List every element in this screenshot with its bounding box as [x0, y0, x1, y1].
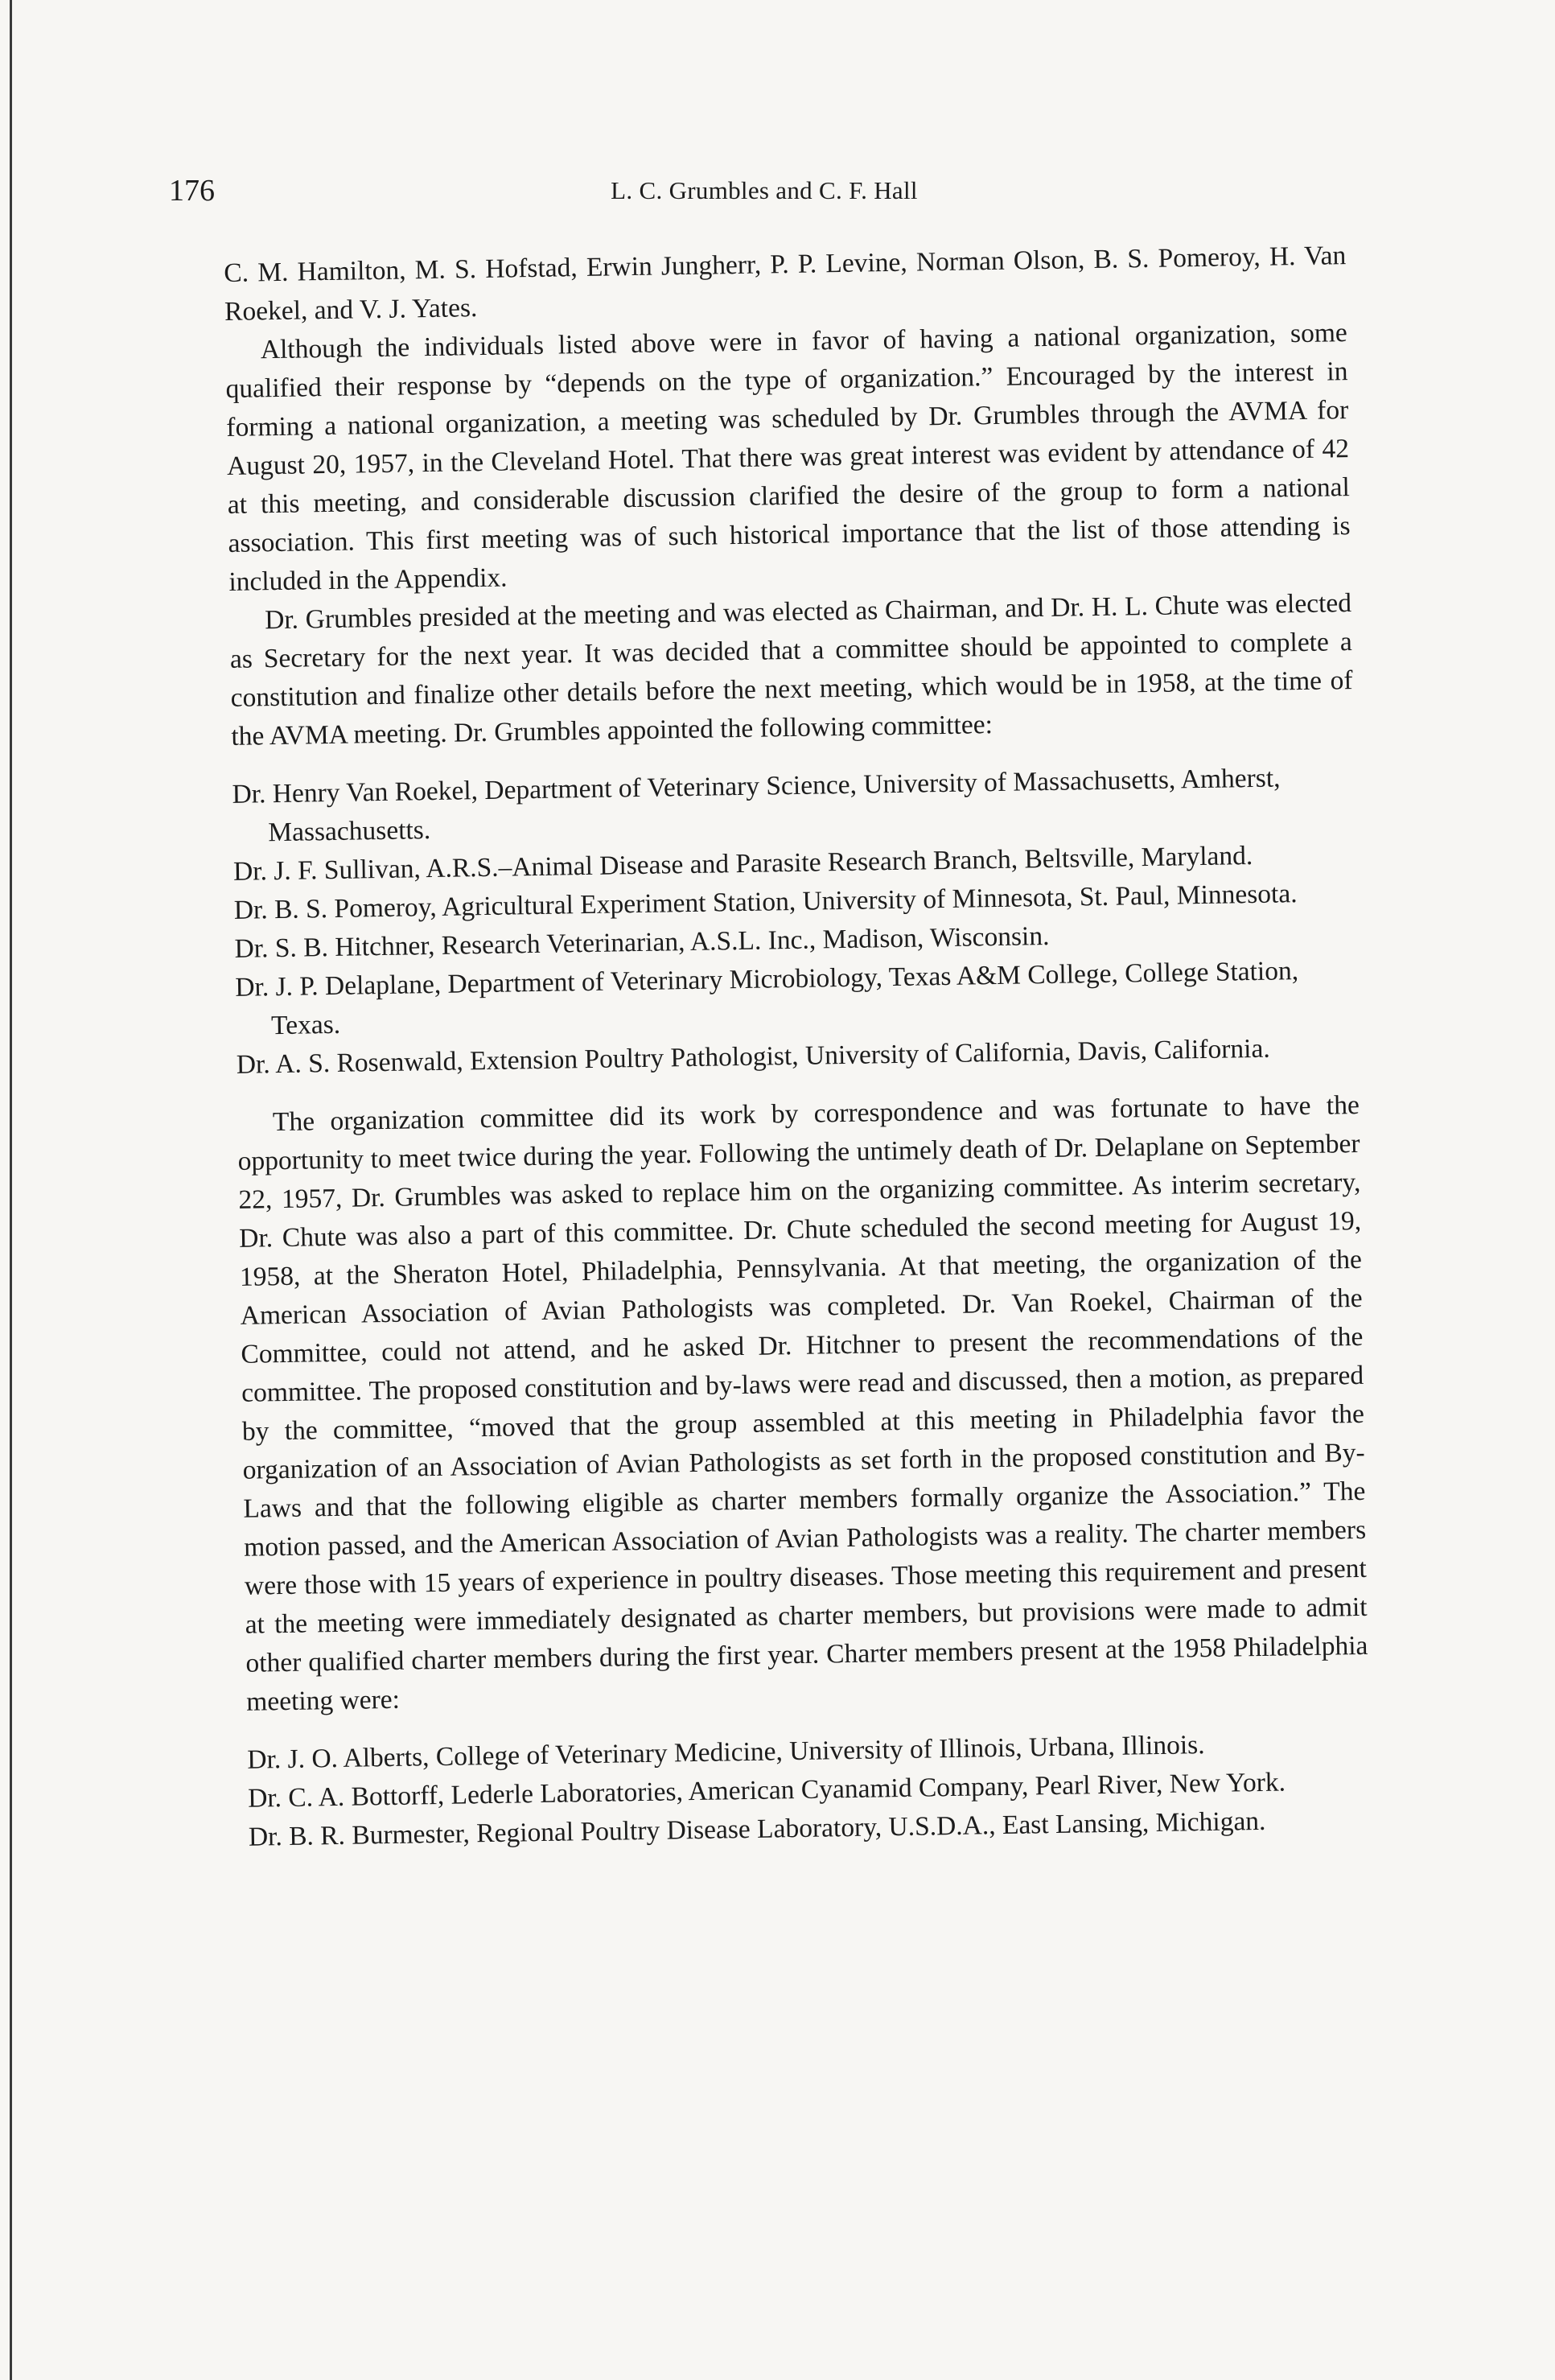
committee-member: Dr. B. S. Pomeroy, Agricultural Experiment Station, University of Minnesota, St. Paul, Minnesota. — [233, 879, 1298, 925]
committee-list — [232, 758, 1359, 1085]
running-head: L. C. Grumbles and C. F. Hall — [611, 176, 918, 204]
paragraph-continued-names: C. M. Hamilton, M. S. Hofstad, Erwin Jungherr, P. P. Levine, Norman Olson, B. S. Pomeroy, H. Van Roekel, and V. J. Yates. — [224, 241, 1347, 327]
page-number: 176 — [169, 174, 215, 208]
page-header — [169, 171, 1360, 211]
paragraph-national-organization: Although the individuals listed above were in favor of having a national organization, some qualified their response by “depends on the type of organization.” Encouraged by the interest in forming a national organization, a meeting was scheduled by Dr. Grumbles through the AVMA for August 20, 1957, in the Cleveland Hotel. That there was great interest was evident by attendance of 42 at this meeting, and considerable discussion clarified the desire of the group to form a national association. This first meeting was of such historical importance that the list of those attending is included in the Appendix. — [225, 318, 1351, 597]
committee-member: Dr. S. B. Hitchner, Research Veterinarian, A.S.L. Inc., Madison, Wisconsin. — [234, 920, 1050, 964]
paragraph-organization-committee: The organization committee did its work by correspondence and was fortunate to have the opportunity to meet twice during the year. Following the untimely death of Dr. Delaplane on September 22, 1957, Dr. Grumbles was asked to replace him on the organizing committee. As interim secretary, Dr. Chute was also a part of this committee. Dr. Chute scheduled the second meeting for August 19, 1958, at the Sheraton Hotel, Philadelphia, Pennsylvania. At that meeting, the organization of the American Association of Avian Pathologists was completed. Dr. Van Roekel, Chairman of the Committee, could not attend, and he asked Dr. Hitchner to present the recommendations of the committee. The proposed constitution and by-laws were read and discussed, then a motion, as prepared by the committee, “moved that the group assembled at this meeting in Philadelphia favor the organization of an Association of Avian Pathologists as set forth in the proposed constitution and By-Laws and that the following eligible as charter members formally organize the Association.” The motion passed, and the American Association of Avian Pathologists was a reality. The charter members were those with 15 years of experience in poultry diseases. Those meeting this requirement and present at the meeting were immediately designated as charter members, but provisions were made to admit other qualified charter members during the first year. Charter members present at the 1958 Philadelphia meeting were: — [237, 1089, 1368, 1717]
committee-member: Dr. A. S. Rosenwald, Extension Poultry Pathologist, University of California, Davis, California. — [236, 1033, 1270, 1080]
charter-member: Dr. C. A. Bottorff, Lederle Laboratories, American Cyanamid Company, Pearl River, New York. — [247, 1767, 1286, 1814]
charter-member-list — [247, 1723, 1371, 1857]
charter-member: Dr. J. O. Alberts, College of Veterinary Medicine, University of Illinois, Urbana, Illinois. — [247, 1730, 1205, 1775]
committee-member: Dr. J. F. Sullivan, A.R.S.–Animal Disease and Parasite Research Branch, Beltsville, Maryland. — [232, 841, 1253, 887]
paragraph-first-meeting: Dr. Grumbles presided at the meeting and was elected as Chairman, and Dr. H. L. Chute was elected as Secretary for the next year. It was decided that a committee should be appointed to complete a constitution and finalize other details before the next meeting, which would be in 1958, at the time of the AVMA meeting. Dr. Grumbles appointed the following committee: — [229, 588, 1353, 751]
committee-member: Dr. J. P. Delaplane, Department of Veterinary Microbiology, Texas A&M College, College Station, Texas. — [235, 956, 1299, 1041]
page-edge-line — [10, 0, 12, 2380]
article-body — [224, 237, 1371, 1857]
charter-member: Dr. B. R. Burmester, Regional Poultry Disease Laboratory, U.S.D.A., East Lansing, Michigan. — [248, 1806, 1266, 1852]
committee-member: Dr. Henry Van Roekel, Department of Veterinary Science, University of Massachusetts, Amherst, Massachusetts. — [232, 763, 1281, 848]
